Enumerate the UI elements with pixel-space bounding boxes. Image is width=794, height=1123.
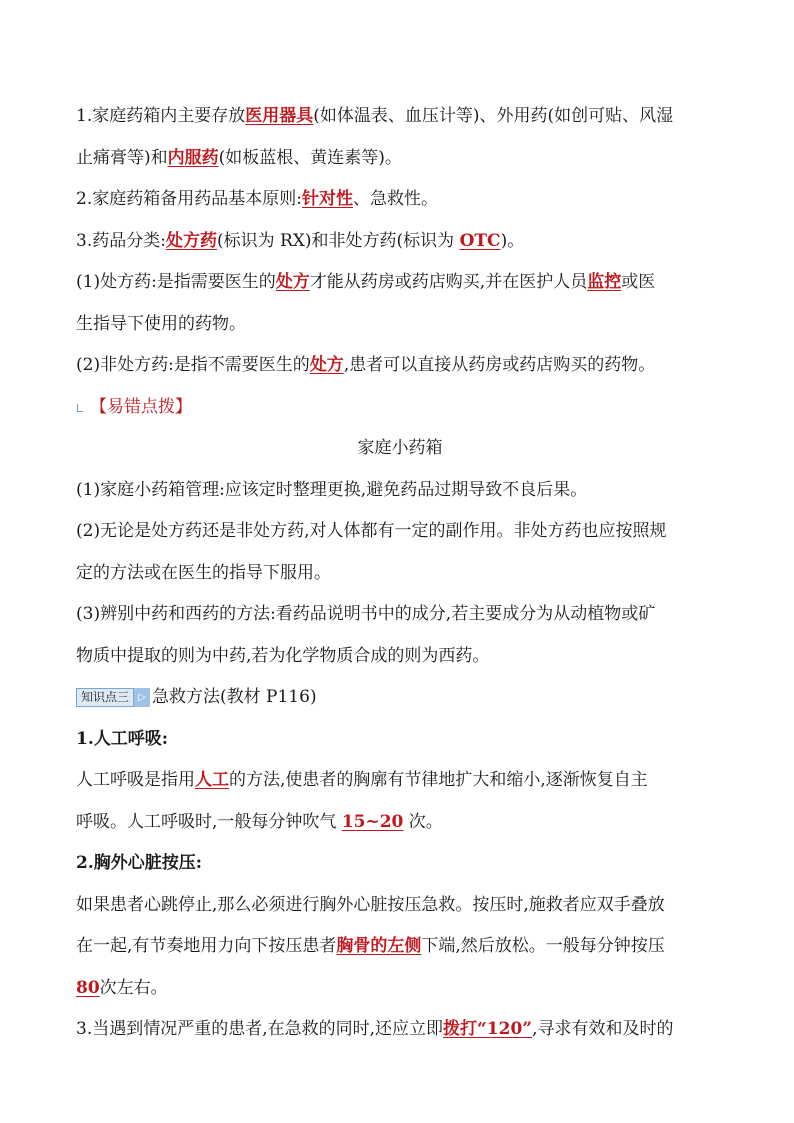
- text: 在一起,有节奏地用力向下按压患者: [76, 936, 337, 956]
- answer-prescription-drug: 处方药: [165, 230, 217, 251]
- item-emergency-call: [76, 1009, 724, 1051]
- text: (2)非处方药:是指不需要医生的: [76, 355, 310, 375]
- text: (如板蓝根、黄连素等)。: [218, 147, 402, 168]
- item-3-1-line-2: [76, 304, 724, 346]
- item-3-1-line-1: [76, 262, 724, 304]
- answer-compression-rate: 80: [76, 977, 100, 998]
- document-content: [76, 96, 724, 1051]
- arrow-right-icon: ▷: [134, 688, 150, 707]
- text: 生指导下使用的药物。: [76, 313, 246, 334]
- answer-monitor: 监控: [587, 272, 622, 292]
- section-3-heading: [76, 677, 724, 719]
- text: 次。: [403, 811, 443, 832]
- text: (1)处方药:是指需要医生的: [76, 272, 276, 292]
- knowledge-point-badge: 知识点三: [76, 688, 134, 707]
- tip-2-line-2: 定的方法或在医生的指导下服用。: [76, 562, 331, 583]
- answer-targeted: 针对性: [301, 189, 353, 209]
- item-3-2: [76, 345, 724, 387]
- tip-header-text: 【易错点拨】: [90, 396, 192, 417]
- item-3: [76, 221, 724, 263]
- answer-oral-medicine: 内服药: [167, 147, 219, 168]
- text: 呼吸。人工呼吸时,一般每分钟吹气: [76, 811, 342, 832]
- compression-line-2: [76, 926, 724, 968]
- answer-otc: OTC: [459, 230, 501, 251]
- tip-title: 家庭小药箱: [357, 438, 443, 458]
- respiration-line-1: [76, 760, 724, 802]
- text: 或医: [621, 272, 656, 292]
- answer-prescription: 处方: [275, 272, 310, 292]
- note-icon: [76, 401, 86, 413]
- tip-header: [76, 387, 724, 429]
- text: 人工呼吸是指用: [76, 770, 195, 790]
- answer-sternum-left: 胸骨的左侧: [336, 936, 422, 956]
- answer-prescription-2: 处方: [309, 355, 344, 375]
- text: 、急救性。: [352, 189, 438, 209]
- text: 1.家庭药箱内主要存放: [76, 106, 246, 126]
- text: 才能从药房或药店购买,并在医护人员: [309, 272, 588, 292]
- text: 2.家庭药箱备用药品基本原则:: [76, 189, 302, 209]
- tip-2-line-1: (2)无论是处方药还是非处方药,对人体都有一定的副作用。非处方药也应按照规: [76, 521, 667, 541]
- answer-call-120: 拨打“120”: [443, 1019, 533, 1039]
- compression-line-1: 如果患者心跳停止,那么必须进行胸外心脏按压急救。按压时,施救者应双手叠放: [76, 894, 665, 915]
- text: ,患者可以直接从药房或药店购买的药物。: [343, 355, 656, 375]
- text: 3.当遇到情况严重的患者,在急救的同时,还应立即: [76, 1019, 444, 1039]
- text: 下端,然后放松。一般每分钟按压: [421, 936, 665, 956]
- tip-3-line-1: (3)辨别中药和西药的方法:看药品说明书中的成分,若主要成分为从动植物或矿: [76, 604, 656, 624]
- text: (如体温表、血压计等)、外用药(如创可贴、风湿: [313, 106, 674, 126]
- text: 的方法,使患者的胸廓有节律地扩大和缩小,逐渐恢复自主: [229, 770, 648, 790]
- text: 止痛膏等)和: [76, 147, 168, 168]
- answer-artificial: 人工: [195, 770, 229, 790]
- text: (标识为 RX)和非处方药(标识为: [216, 230, 460, 251]
- item-2: [76, 179, 724, 221]
- subheading-artificial-respiration: 1.人工呼吸:: [76, 728, 169, 749]
- text: 3.药品分类:: [76, 230, 166, 251]
- answer-medical-devices: 医用器具: [245, 106, 314, 126]
- item-1-line-2: [76, 138, 724, 180]
- subheading-chest-compression: 2.胸外心脏按压:: [76, 853, 203, 873]
- tip-3-line-2: 物质中提取的则为中药,若为化学物质合成的则为西药。: [76, 645, 490, 666]
- compression-line-3: [76, 968, 724, 1010]
- item-1-line-1: [76, 96, 724, 138]
- text: 次左右。: [99, 977, 168, 998]
- text: )。: [500, 230, 525, 251]
- respiration-line-2: [76, 802, 724, 844]
- tip-1: (1)家庭小药箱管理:应该定时整理更换,避免药品过期导致不良后果。: [76, 479, 588, 500]
- text: ,寻求有效和及时的: [532, 1019, 674, 1039]
- section-3-title: 急救方法(教材 P116): [152, 687, 317, 707]
- answer-breath-rate: 15~20: [341, 811, 404, 832]
